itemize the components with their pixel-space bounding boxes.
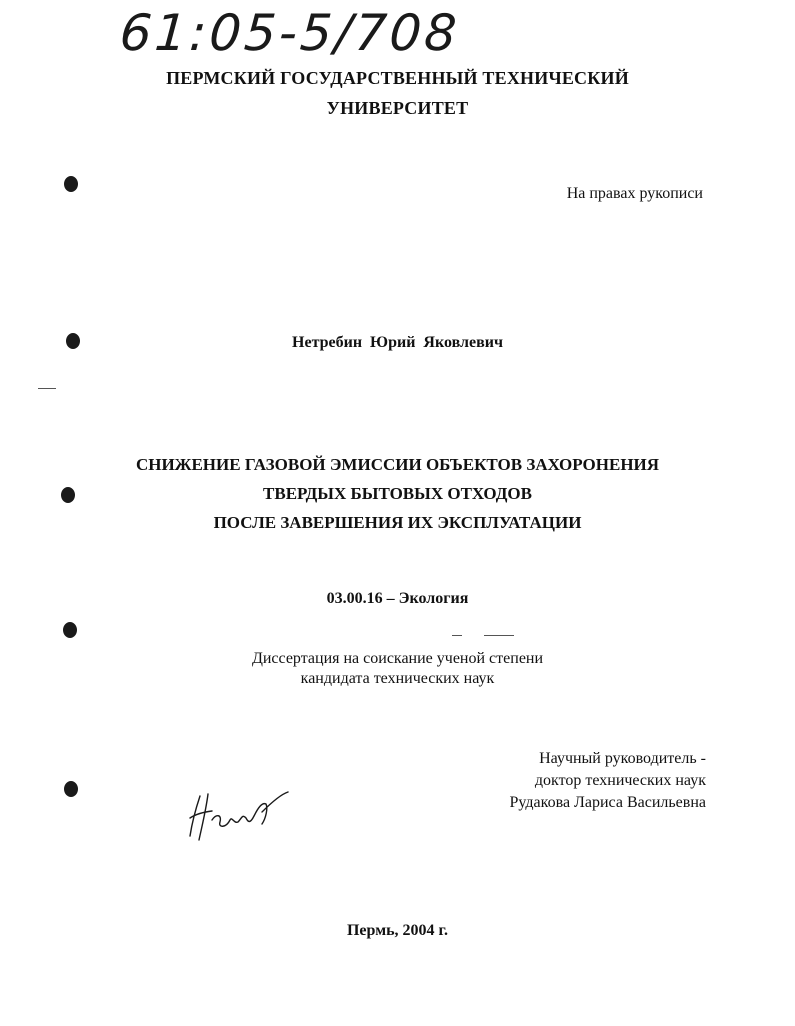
scientific-supervisor [510,748,707,814]
supervisor-role: Научный руководитель - [539,750,706,767]
binder-hole-5 [64,781,78,797]
binder-hole-1 [64,176,78,192]
degree-statement [0,649,795,689]
scan-mark [38,388,56,389]
university-name-line2: УНИВЕРСИТЕТ [326,98,469,118]
degree-line-1: Диссертация на соискание ученой степени [251,650,544,667]
place-and-year: Пермь, 2004 г. [346,922,449,939]
title-line-1: СНИЖЕНИЕ ГАЗОВОЙ ЭМИССИИ ОБЪЕКТОВ ЗАХОРОНЕНИЯ [135,455,660,474]
supervisor-degree: доктор технических наук [534,772,706,789]
title-line-2: ТВЕРДЫХ БЫТОВЫХ ОТХОДОВ [263,484,532,503]
manuscript-rights-note: На правах рукописи [566,185,703,202]
binder-hole-4 [63,622,77,638]
supervisor-name: Рудакова Лариса Васильевна [509,794,706,811]
archive-code: 61:05-5/708 [117,4,462,62]
specialty-code: 03.00.16 – Экология [326,590,469,607]
author-signature [182,778,292,848]
scan-mark [452,635,462,636]
author-name: Нетребин Юрий Яковлевич [292,334,503,351]
dissertation-title [0,450,795,537]
university-name-line1: ПЕРМСКИЙ ГОСУДАРСТВЕННЫЙ ТЕХНИЧЕСКИЙ [166,68,629,88]
scan-mark [484,635,514,636]
title-line-3: ПОСЛЕ ЗАВЕРШЕНИЯ ИХ ЭКСПЛУАТАЦИИ [213,513,582,532]
degree-line-2: кандидата технических наук [300,670,495,687]
